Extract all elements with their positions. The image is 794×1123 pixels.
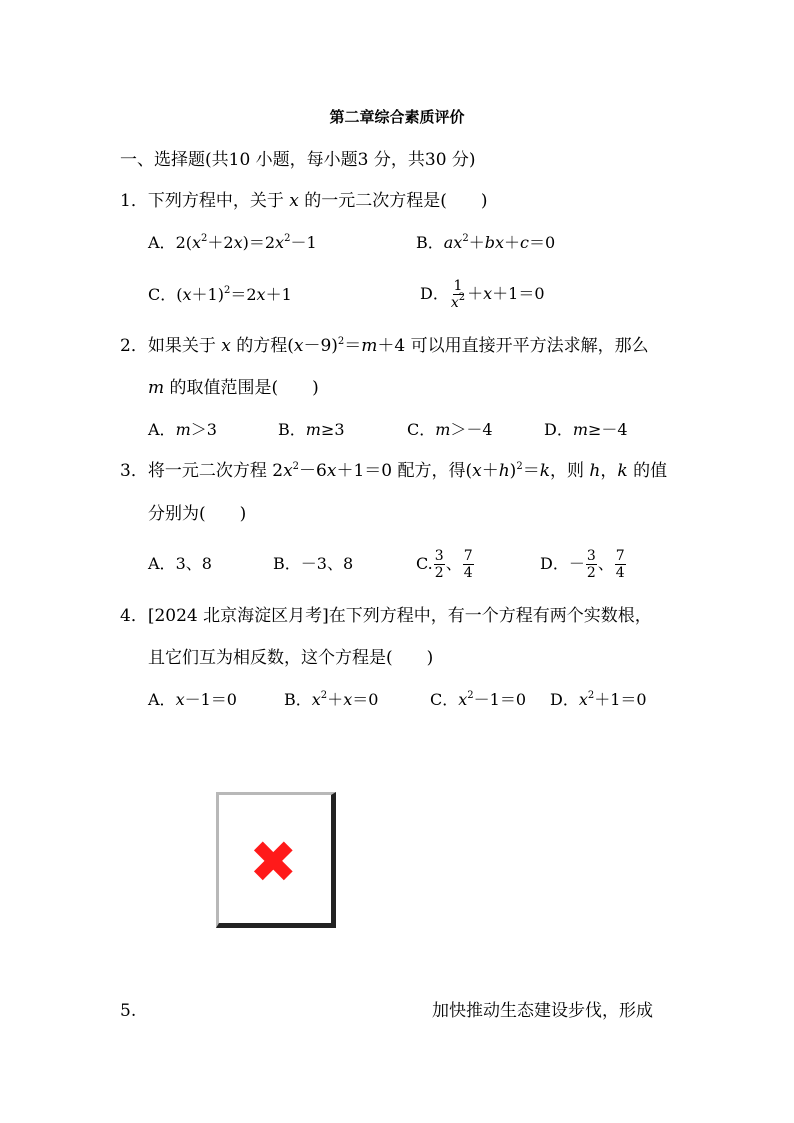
question-5-stem: 加快推动生态建设步伐，形成 xyxy=(432,1001,653,1021)
fraction: $\frac{3}{2}$ xyxy=(586,548,596,581)
question-1-option-b: B．$ax^2+bx+c=0$ xyxy=(416,233,556,252)
question-2-option-a: A．m＞3 xyxy=(148,420,217,439)
broken-image-icon xyxy=(216,792,336,928)
fraction: $\frac{3}{2}$ xyxy=(434,548,444,581)
section-heading: 一、选择题(共10 小题，每小题3 分，共30 分) xyxy=(120,150,476,170)
fraction: $\frac{1}{x^2}$ xyxy=(450,278,466,311)
question-1-option-a: A．$2(x^2+2x)=2x^2-1$ xyxy=(148,233,317,252)
question-2-option-c: C．m＞－4 xyxy=(407,420,493,439)
question-3-stem: 3．将一元二次方程 $2x^2-6x+1=0$ 配方，得$(x+h)^2=k$，则 h，k 的值 xyxy=(120,461,668,481)
question-2-option-b: B．m≥3 xyxy=(278,420,345,439)
question-3-option-a: A．3、8 xyxy=(148,554,212,573)
question-3-stem-line2: 分别为( ) xyxy=(148,504,247,524)
question-4-stem-line2: 且它们互为相反数，这个方程是( ) xyxy=(148,648,434,668)
question-4-stem: 4．[2024 北京海淀区月考]在下列方程中，有一个方程有两个实数根， xyxy=(120,606,652,626)
question-1-stem: 1．下列方程中，关于 x 的一元二次方程是( ) xyxy=(120,191,488,211)
page-title: 第二章综合素质评价 xyxy=(329,108,465,126)
question-3-option-c: C. $\frac{3}{2}$ 、 $\frac{7}{4}$ xyxy=(416,548,473,581)
question-4-option-a: A．x－1＝0 xyxy=(148,690,237,709)
question-2-stem: 2．如果关于 x 的方程$(x-9)^2=m+4$ 可以用直接开平方法求解，那么 xyxy=(120,336,649,356)
fraction: $\frac{7}{4}$ xyxy=(615,548,625,581)
red-x-icon: ✖ xyxy=(249,828,298,896)
question-5-number: 5. xyxy=(120,1001,137,1021)
question-4-option-d: D．$x^2+1=0$ xyxy=(550,690,647,709)
question-2-stem-line2: m 的取值范围是( ) xyxy=(148,378,319,398)
fraction: $\frac{7}{4}$ xyxy=(463,548,473,581)
question-1-option-d: D． $\frac{1}{x^2}$ ＋x＋1＝0 xyxy=(420,278,545,311)
question-1-option-c: C．$(x+1)^2=2x+1$ xyxy=(148,285,292,304)
question-2-option-d: D．m≥－4 xyxy=(544,420,628,439)
question-3-option-d: D．－ $\frac{3}{2}$ 、 $\frac{7}{4}$ xyxy=(540,548,625,581)
question-4-option-b: B．$x^2+x=0$ xyxy=(284,690,379,709)
question-4-option-c: C．$x^2-1=0$ xyxy=(430,690,527,709)
question-3-option-b: B．－3、8 xyxy=(273,554,354,573)
